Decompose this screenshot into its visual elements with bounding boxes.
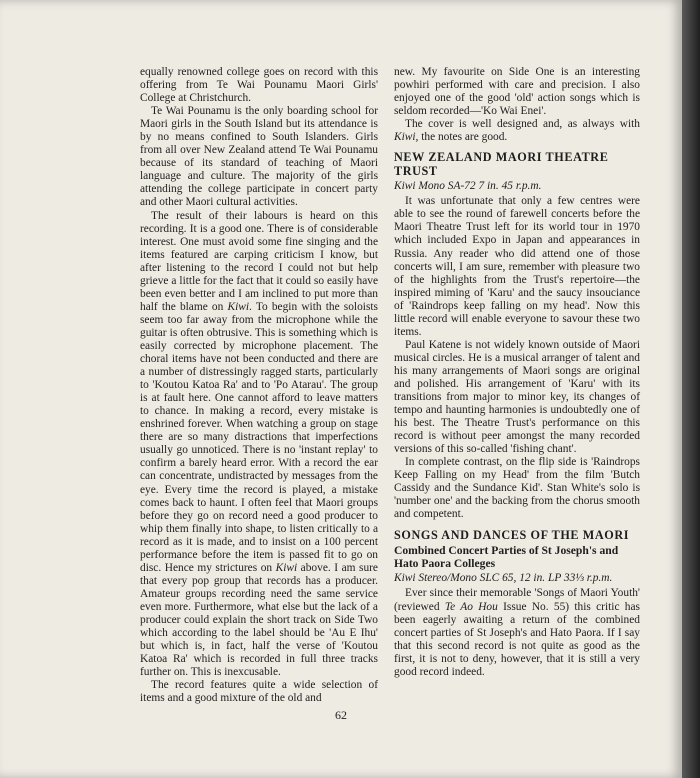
page-number: 62 (335, 708, 347, 722)
paragraph: Ever since their memorable 'Songs of Maori Youth' (reviewed Te Ao Hou Issue No. 55) this critic has been eagerly awaiting a return of the combined concert parties of St Joseph's and Hato Paora. If I say that this second record is not quite as good as the first, it is not to deny, however, that it is still a very good record indeed. (394, 587, 640, 678)
paragraph: Te Wai Pounamu is the only boarding school for Maori girls in the South Island but its attendance is by no means confined to South Islanders. Girls from all over New Zealand attend Te Wai Pounamu because of its standard of teaching of Maori language and culture. The majority of the girls attending the college participate in concert party and other Maori cultural activities. (140, 105, 378, 209)
review-heading: NEW ZEALAND MAORI THEATRE TRUST (394, 150, 609, 178)
paragraph: new. My favourite on Side One is an interesting powhiri performed with care and precision. I also enjoyed one of the good 'old' action songs which is seldom recorded—'Ko Wai Enei'. (394, 66, 640, 118)
paragraph: The record features quite a wide selection of items and a good mixture of the old and (140, 679, 378, 705)
record-catalog-info: Kiwi Mono SA-72 7 in. 45 r.p.m. (394, 180, 542, 193)
review-heading: SONGS AND DANCES OF THE MAORI (394, 527, 630, 542)
record-catalog-info: Kiwi Stereo/Mono SLC 65, 12 in. LP 33⅓ r.p.m. (394, 572, 613, 585)
paragraph: It was unfortunate that only a few centres were able to see the round of farewell concerts before the Maori Theatre Trust left for its world tour in 1970 which included Expo in Japan and appearances in Russia. Any reader who did attend one of those concerts will, I am sure, remember with pleasure two of the highlights from the Trust's repertoire—the inspired miming of 'Karu' and the saucy insouciance of 'Raindrops keep falling on my head'. Now this little record will enable everyone to savour these two items. (394, 195, 640, 338)
paragraph: equally renowned college goes on record with this offering from Te Wai Pounamu Maori Girls' College at Christchurch. (140, 66, 378, 105)
paragraph: Paul Katene is not widely known outside of Maori musical circles. He is a musical arranger of talent and his many arrangements of Maori songs are original and polished. His arrangement of 'Karu' with its transitions from major to minor key, its changes of tempo and haunting harmonies is undoubtedly one of his best. The Theatre Trust's performance on this record is without peer amongst the many recorded versions of this so-called 'fishing chant'. (394, 338, 640, 456)
paragraph: The cover is well designed and, as always with Kiwi, the notes are good. (394, 118, 640, 144)
paragraph: In complete contrast, on the flip side is 'Raindrops Keep Falling on my Head' from the film 'Butch Cassidy and the Sundance Kid'. Stan White's solo is 'number one' and the backing from the chorus smooth and competent. (394, 456, 640, 521)
right-column (394, 66, 640, 679)
scan-edge-shadow (682, 0, 700, 778)
paragraph: The result of their labours is heard on this recording. It is a good one. There is of considerable interest. One must avoid some fine singing and the items featured are carping criticism I know, but after listening to the record I could not but help grieve a little for the fact that it could so easily have been even better and I am inclined to put more than half the blame on Kiwi. To begin with the soloists seem too far away from the microphone while the guitar is often obtrusive. This is something which is easily corrected by microphone placement. The choral items have not been conducted and there are a number of distressingly ragged starts, particularly to 'Koutou Katoa Ra' and to 'Po Atarau'. The group is at fault here. One cannot afford to leave matters to chance. In making a record, every mistake is enshrined forever. When watching a group on stage there are so many distractions that imperfections usually go unnoticed. There is no 'instant replay' to confirm a barely heard error. With a record the ear can concentrate, undistracted by messages from the eye. Every time the record is played, a mistake comes back to haunt. I often feel that Maori groups before they go on record need a good producer to whip them finally into shape, to listen critically to a record as it is made, and to insist on a 100 percent performance before the item is passed fit to go on disc. Hence my strictures on Kiwi above. I am sure that every pop group that records has a producer. Amateur groups recording need the same service even more. Furthermore, what else but the lack of a producer could explain the short track on Side Two which according to the label should be 'Au E Ihu' but which is, in fact, half the verse of 'Koutou Katoa Ra' which is recorded in full three tracks further on. This is inexcusable. (140, 209, 378, 679)
review-subheading: Combined Concert Parties of St Joseph's and Hato Paora Colleges (394, 544, 619, 571)
left-column (140, 66, 378, 705)
